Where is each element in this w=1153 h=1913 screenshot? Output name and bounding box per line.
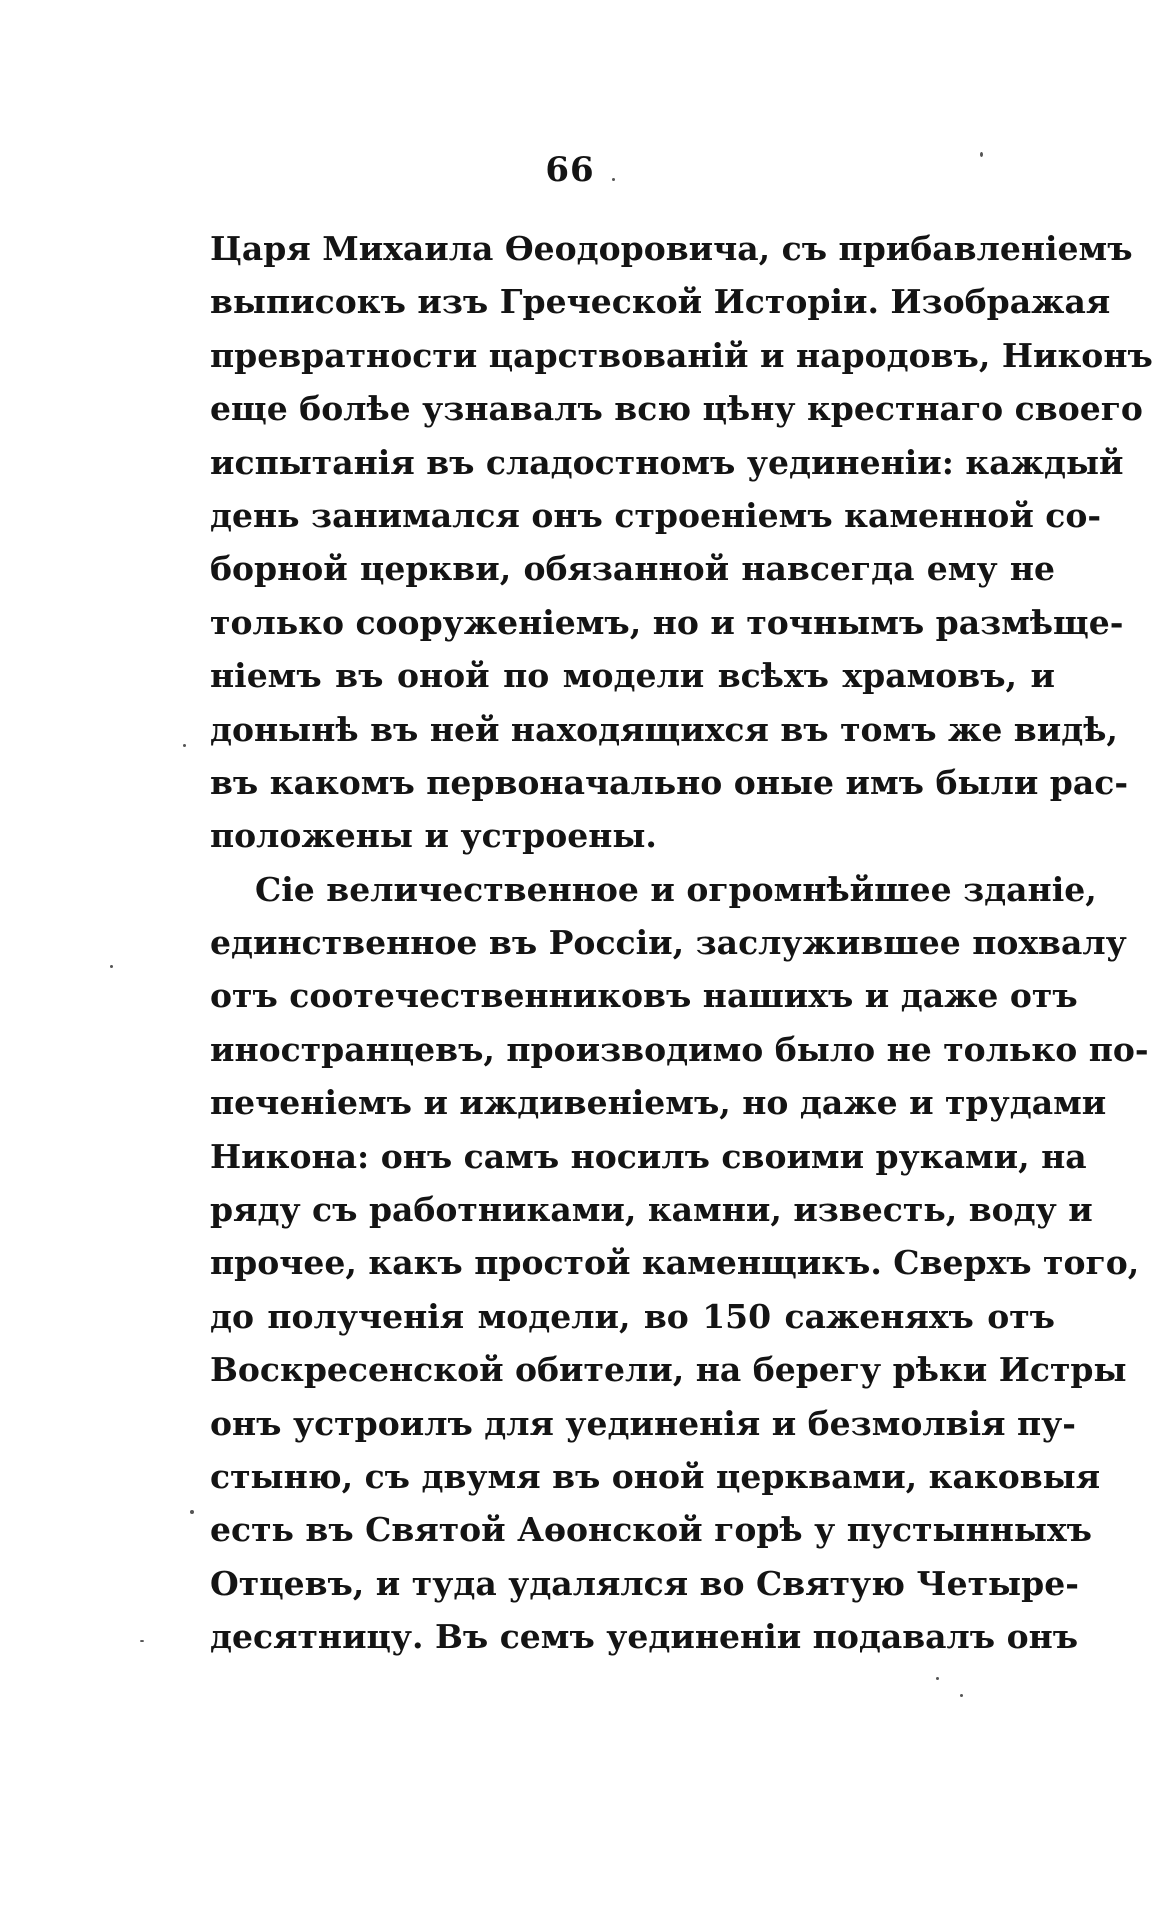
scan-speck [980,152,983,157]
text-line: донынѣ въ ней находящихся въ томъ же видѣ, [210,709,1118,749]
text-line: ніемъ въ оной по модели всѣхъ храмовъ, и [210,656,1055,696]
text-line: Воскресенской обители, на берегу рѣки Истры [210,1350,1127,1390]
scan-speck [960,1694,963,1697]
scan-speck [190,1510,194,1514]
text-line: только сооруженіемъ, но и точнымъ размѣще- [210,602,1124,642]
text-line: онъ устроилъ для уединенія и безмолвія пу- [210,1403,1076,1443]
text-line: единственное въ Россіи, заслужившее похвалу [210,923,1127,963]
text-line: Царя Михаила Өеодоровича, съ прибавленіемъ [210,229,1133,268]
text-line: стыню, съ двумя въ оной церквами, каковыя [210,1456,1101,1496]
text-line: отъ соотечественниковъ нашихъ и даже отъ [210,976,1078,1016]
text-line: Никона: онъ самъ носилъ своими руками, на [210,1136,1087,1176]
text-line: въ какомъ первоначально оные имъ были рас- [210,762,1129,802]
text-line: день занимался онъ строеніемъ каменной со- [210,495,1102,535]
text-line: есть въ Святой Аөонской горѣ у пустынныхъ [210,1510,1092,1550]
text-line: еще болѣе узнавалъ всю цѣну крестнаго своего [210,389,1143,429]
text-line: испытанія въ сладостномъ уединеніи: каждый [210,442,1124,482]
scan-speck [612,178,615,181]
text-line: десятницу. Въ семъ уединеніи подавалъ онъ [210,1617,1079,1657]
text-line: превратности царствованій и народовъ, Никонъ [210,335,1153,375]
text-line: печеніемъ и иждивеніемъ, но даже и трудами [210,1083,1107,1123]
text-line: выписокъ изъ Греческой Исторіи. Изображая [210,282,1111,322]
paragraph-first-line: Сіе величественное и огромнѣйшее зданіе, [255,869,1097,909]
scan-speck [936,1677,939,1680]
body-text [210,222,1153,1664]
page-number: 66 [545,150,595,190]
text-line: прочее, какъ простой каменщикъ. Сверхъ того, [210,1243,1140,1283]
text-line: до полученія модели, во 150 саженяхъ отъ [210,1296,1055,1336]
scan-speck [110,965,113,968]
text-line: борной церкви, обязанной навсегда ему не [210,549,1055,589]
scan-speck [183,744,186,747]
text-line: положены и устроены. [210,816,657,856]
text-line: иностранцевъ, производимо было не только по- [210,1029,1149,1069]
scan-speck [140,1640,144,1642]
text-line: ряду съ работниками, камни, известь, воду и [210,1190,1093,1230]
text-line: Отцевъ, и туда удалялся во Святую Четыре- [210,1563,1079,1603]
